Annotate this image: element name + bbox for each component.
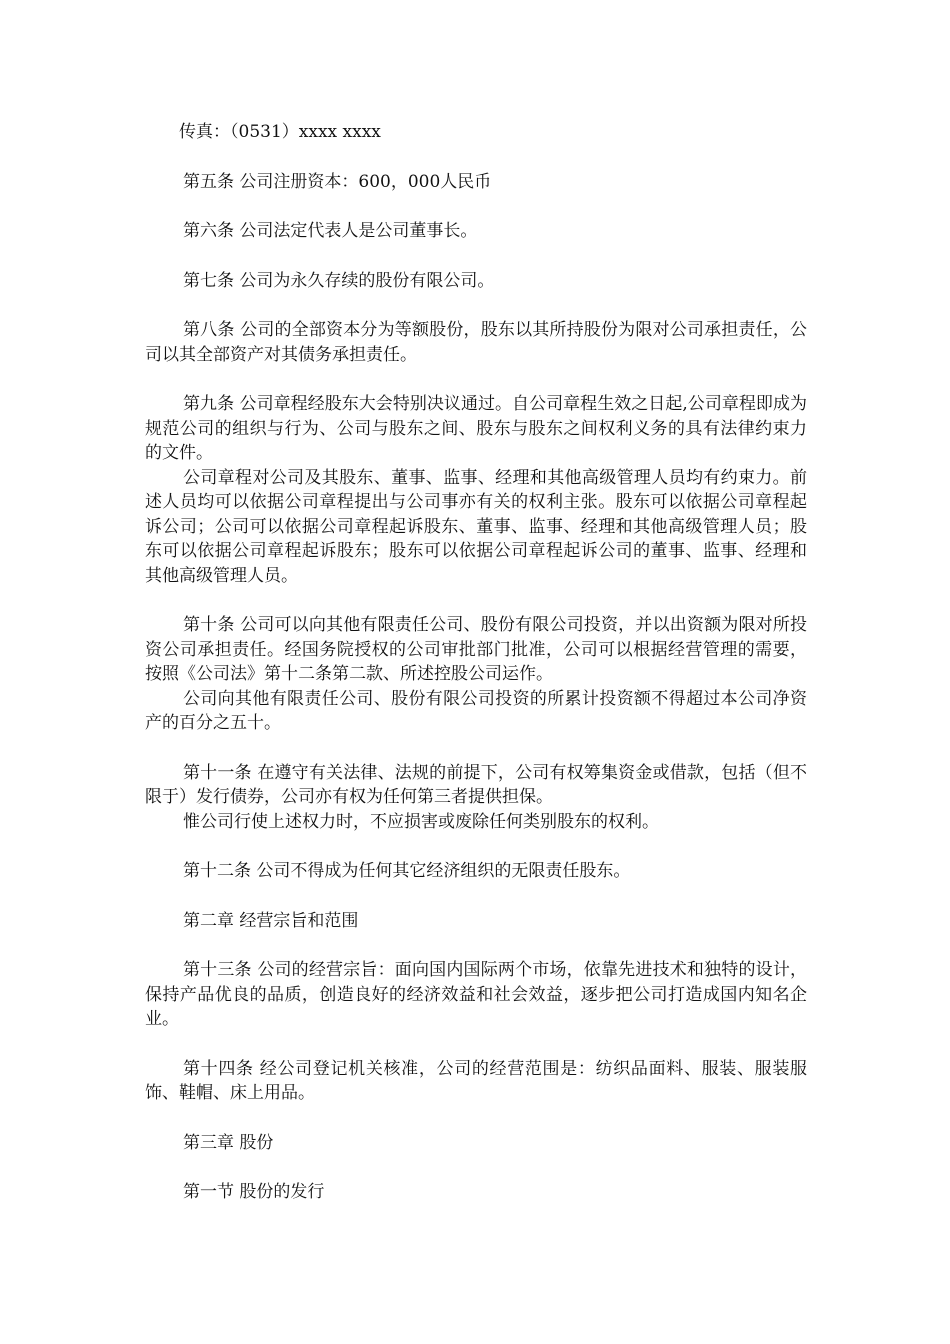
article-13: 第十三条 公司的经营宗旨：面向国内国际两个市场，依靠先进技术和独特的设计，保持产品优良的品质，创造良好的经济效益和社会效益，逐步把公司打造成国内知名企业。 [145,960,807,1029]
section-1-heading: 第一节 股份的发行 [183,1182,325,1202]
article-9-paragraph-1: 第九条 公司章程经股东大会特别决议通过。自公司章程生效之日起,公司章程即成为规范公司的组织与行为、公司与股东之间、股东与股东之间权利义务的具有法律约束力的文件。 [145,394,807,463]
article-12: 第十二条 公司不得成为任何其它经济组织的无限责任股东。 [183,861,631,881]
article-6: 第六条 公司法定代表人是公司董事长。 [183,221,478,241]
article-11-paragraph-1: 第十一条 在遵守有关法律、法规的前提下，公司有权筹集资金或借款，包括（但不限于）发行债券，公司亦有权为任何第三者提供担保。 [145,762,807,807]
fax-line: 传真：（0531）xxxx xxxx [179,122,381,142]
article-14: 第十四条 经公司登记机关核准，公司的经营范围是：纺织品面料、服装、服装服饰、鞋帽、床上用品。 [145,1058,807,1103]
document-page [145,120,807,1205]
chapter-2-heading: 第二章 经营宗旨和范围 [183,910,359,931]
article-10-paragraph-1: 第十条 公司可以向其他有限责任公司、股份有限公司投资，并以出资额为限对所投资公司承担责任。经国务院授权的公司审批部门批准，公司可以根据经营管理的需要，按照《公司法》第十二条第二款、所述控股公司运作。 [145,615,807,684]
article-10-paragraph-2: 公司向其他有限责任公司、股份有限公司投资的所累计投资额不得超过本公司净资产的百分之五十。 [145,688,807,733]
article-8: 第八条 公司的全部资本分为等额股份，股东以其所持股份为限对公司承担责任，公司以其全部资产对其债务承担责任。 [145,320,807,365]
article-9-paragraph-2: 公司章程对公司及其股东、董事、监事、经理和其他高级管理人员均有约束力。前述人员均可以依据公司章程提出与公司事亦有关的权利主张。股东可以依据公司章程起诉公司；公司可以依据公司章程起诉股东、董事、监事、经理和其他高级管理人员；股东可以依据公司章程起诉股东；股东可以依据公司章程起诉公司的董事、监事、经理和其他高级管理人员。 [145,467,807,586]
article-11-paragraph-2: 惟公司行使上述权力时，不应损害或废除任何类别股东的权利。 [183,811,659,832]
article-7: 第七条 公司为永久存续的股份有限公司。 [183,270,495,291]
article-5: 第五条 公司注册资本：600，000人民币 [183,171,492,192]
chapter-3-heading: 第三章 股份 [183,1132,274,1153]
